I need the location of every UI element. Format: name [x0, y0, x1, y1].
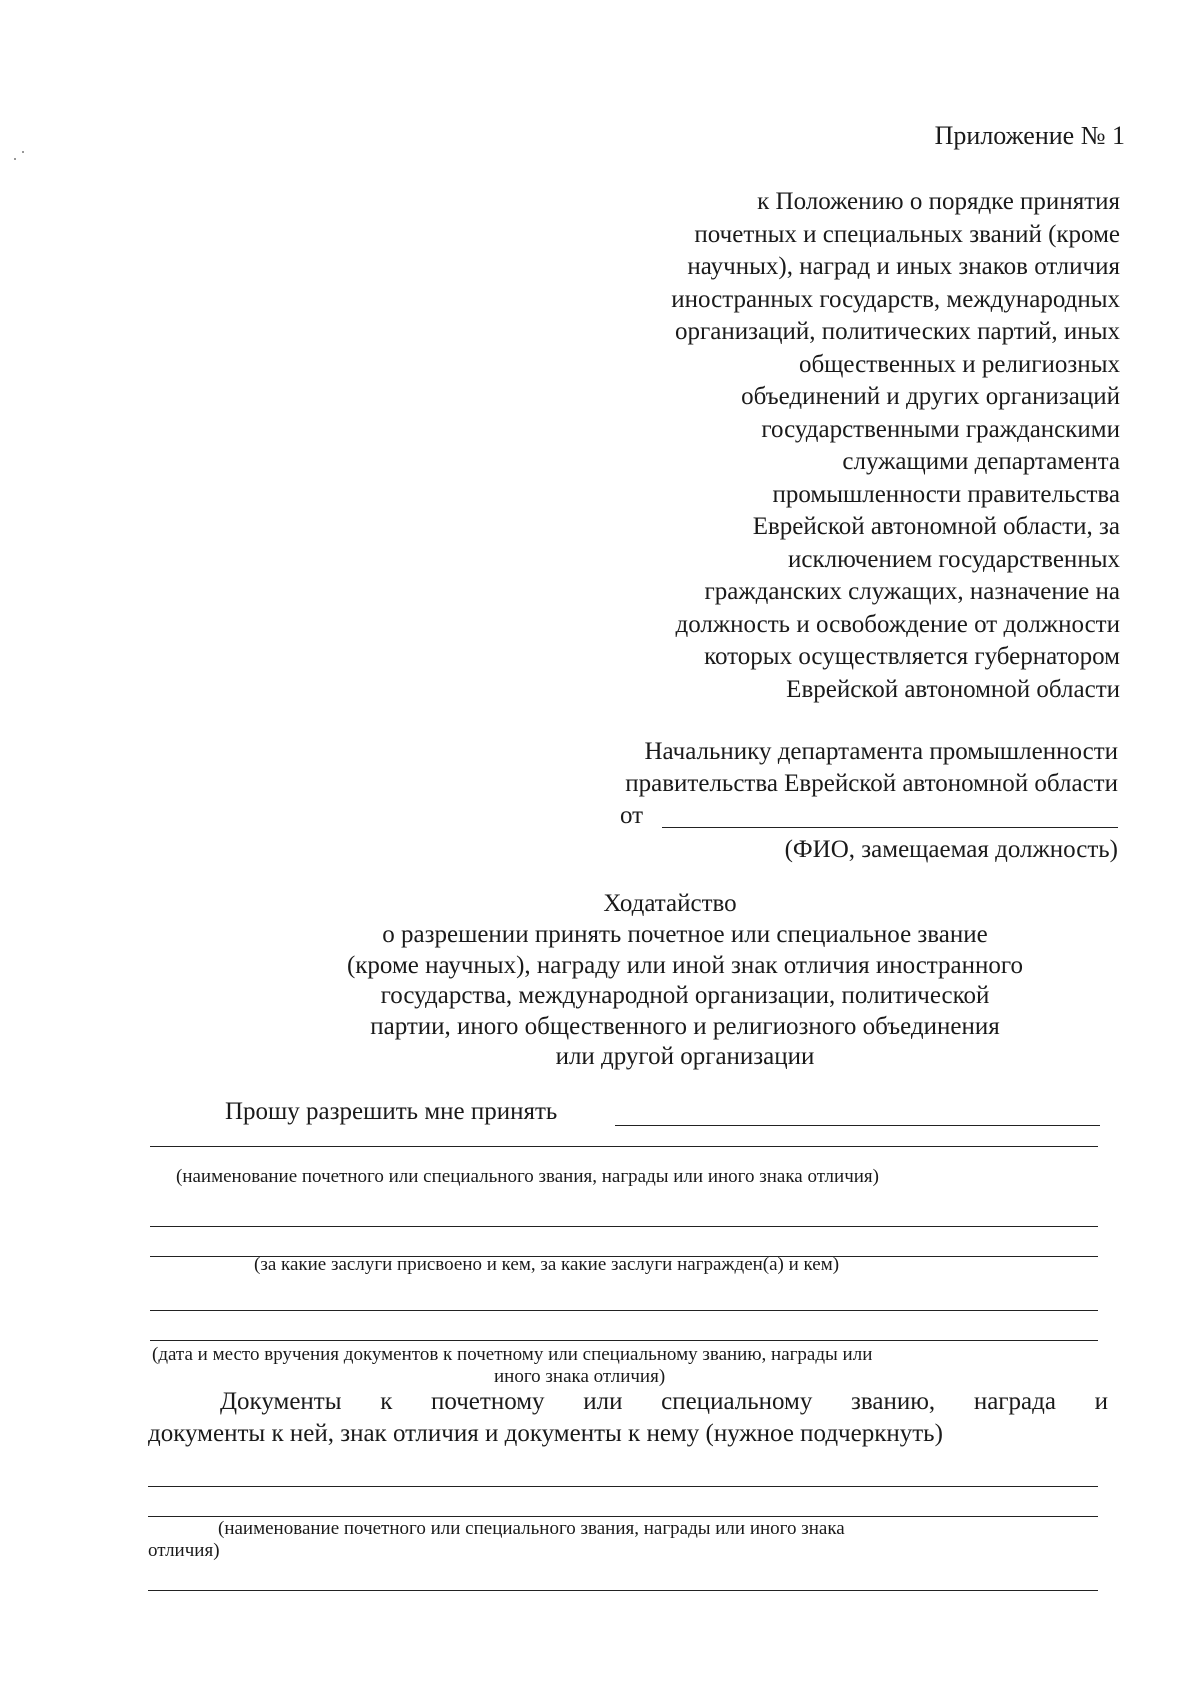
- from-fill-line[interactable]: [662, 827, 1118, 828]
- merits-hint: (за какие заслуги присвоено и кем, за какие заслуги награжден(а) и кем): [254, 1254, 840, 1275]
- award-name-2-fill-line[interactable]: [148, 1486, 1098, 1487]
- appendix-reference-line: объединений и других организаций: [741, 383, 1120, 410]
- petition-subtitle-line: (кроме научных), награду или иной знак отличия иностранного: [346, 951, 1024, 979]
- petition-subtitle-line: о разрешении принять почетное или специальное звание: [382, 921, 988, 948]
- documents-paragraph: [148, 1386, 1108, 1450]
- scan-speck: [22, 151, 24, 153]
- award-name-2-hint-line: (наименование почетного или специального звания, награды или иного знака: [218, 1518, 845, 1539]
- date-place-hint-line: иного знака отличия): [494, 1366, 666, 1387]
- documents-paragraph-line: Документы к почетному или специальному званию, награда и: [220, 1388, 1108, 1415]
- from-label: от: [620, 802, 644, 829]
- scan-speck: [14, 158, 16, 160]
- date-place-fill-line[interactable]: [150, 1310, 1098, 1311]
- petition-subtitle: [290, 920, 1080, 1073]
- petition-subtitle-line: государства, международной организации, политической: [380, 982, 990, 1009]
- appendix-reference-line: которых осуществляется губернатором: [704, 643, 1120, 670]
- appendix-reference-line: общественных и религиозных: [798, 350, 1120, 378]
- appendix-reference-line: иностранных государств, международных: [671, 285, 1120, 313]
- appendix-number: Приложение № 1: [934, 121, 1125, 150]
- from-hint: (ФИО, замещаемая должность): [784, 836, 1118, 863]
- appendix-reference-line: гражданских служащих, назначение на: [704, 578, 1120, 605]
- award-name-2-hint-line: отличия): [148, 1540, 220, 1561]
- bottom-fill-line[interactable]: [148, 1590, 1098, 1591]
- appendix-reference: [560, 186, 1120, 706]
- request-field[interactable]: [225, 1096, 1100, 1130]
- merits-fill-line[interactable]: [150, 1226, 1098, 1227]
- documents-paragraph-line: документы к ней, знак отличия и документы к нему (нужное подчеркнуть): [148, 1420, 943, 1447]
- appendix-reference-line: к Положению о порядке принятия: [757, 188, 1120, 215]
- award-name-hint: (наименование почетного или специального звания, награды или иного знака отличия): [176, 1166, 879, 1187]
- date-place-hint: [152, 1344, 1112, 1388]
- appendix-reference-line: исключением государственных: [787, 545, 1120, 573]
- appendix-reference-line: государственными гражданскими: [761, 415, 1120, 443]
- appendix-reference-line: почетных и специальных званий (кроме: [694, 220, 1120, 248]
- award-name-2-fill-line[interactable]: [148, 1516, 1098, 1517]
- award-name-fill-line[interactable]: [150, 1146, 1098, 1147]
- appendix-reference-line: служащими департамента: [842, 448, 1120, 475]
- addressee-line: правительства Еврейской автономной области: [625, 770, 1118, 797]
- date-place-hint-line: (дата и место вручения документов к почетному или специальному званию, награды или: [152, 1344, 873, 1365]
- petition-title: Ходатайство: [603, 890, 737, 917]
- addressee-line: Начальнику департамента промышленности: [644, 738, 1118, 765]
- petition-subtitle-line: партии, иного общественного и религиозного объединения: [370, 1012, 1000, 1040]
- appendix-reference-line: промышленности правительства: [772, 480, 1120, 508]
- award-name-2-hint: [148, 1518, 1108, 1562]
- addressee-block: [498, 736, 1118, 800]
- appendix-reference-line: Еврейской автономной области, за: [752, 513, 1120, 540]
- request-label: Прошу разрешить мне принять: [225, 1098, 558, 1125]
- petition-subtitle-line: или другой организации: [555, 1043, 815, 1070]
- date-place-fill-line[interactable]: [150, 1340, 1098, 1341]
- from-field[interactable]: [620, 800, 1118, 834]
- appendix-reference-line: организаций, политических партий, иных: [675, 318, 1120, 345]
- appendix-reference-line: научных), наград и иных знаков отличия: [687, 253, 1120, 280]
- appendix-reference-line: Еврейской автономной области: [786, 675, 1120, 703]
- request-fill-line[interactable]: [615, 1125, 1100, 1126]
- appendix-reference-line: должность и освобождение от должности: [675, 610, 1120, 638]
